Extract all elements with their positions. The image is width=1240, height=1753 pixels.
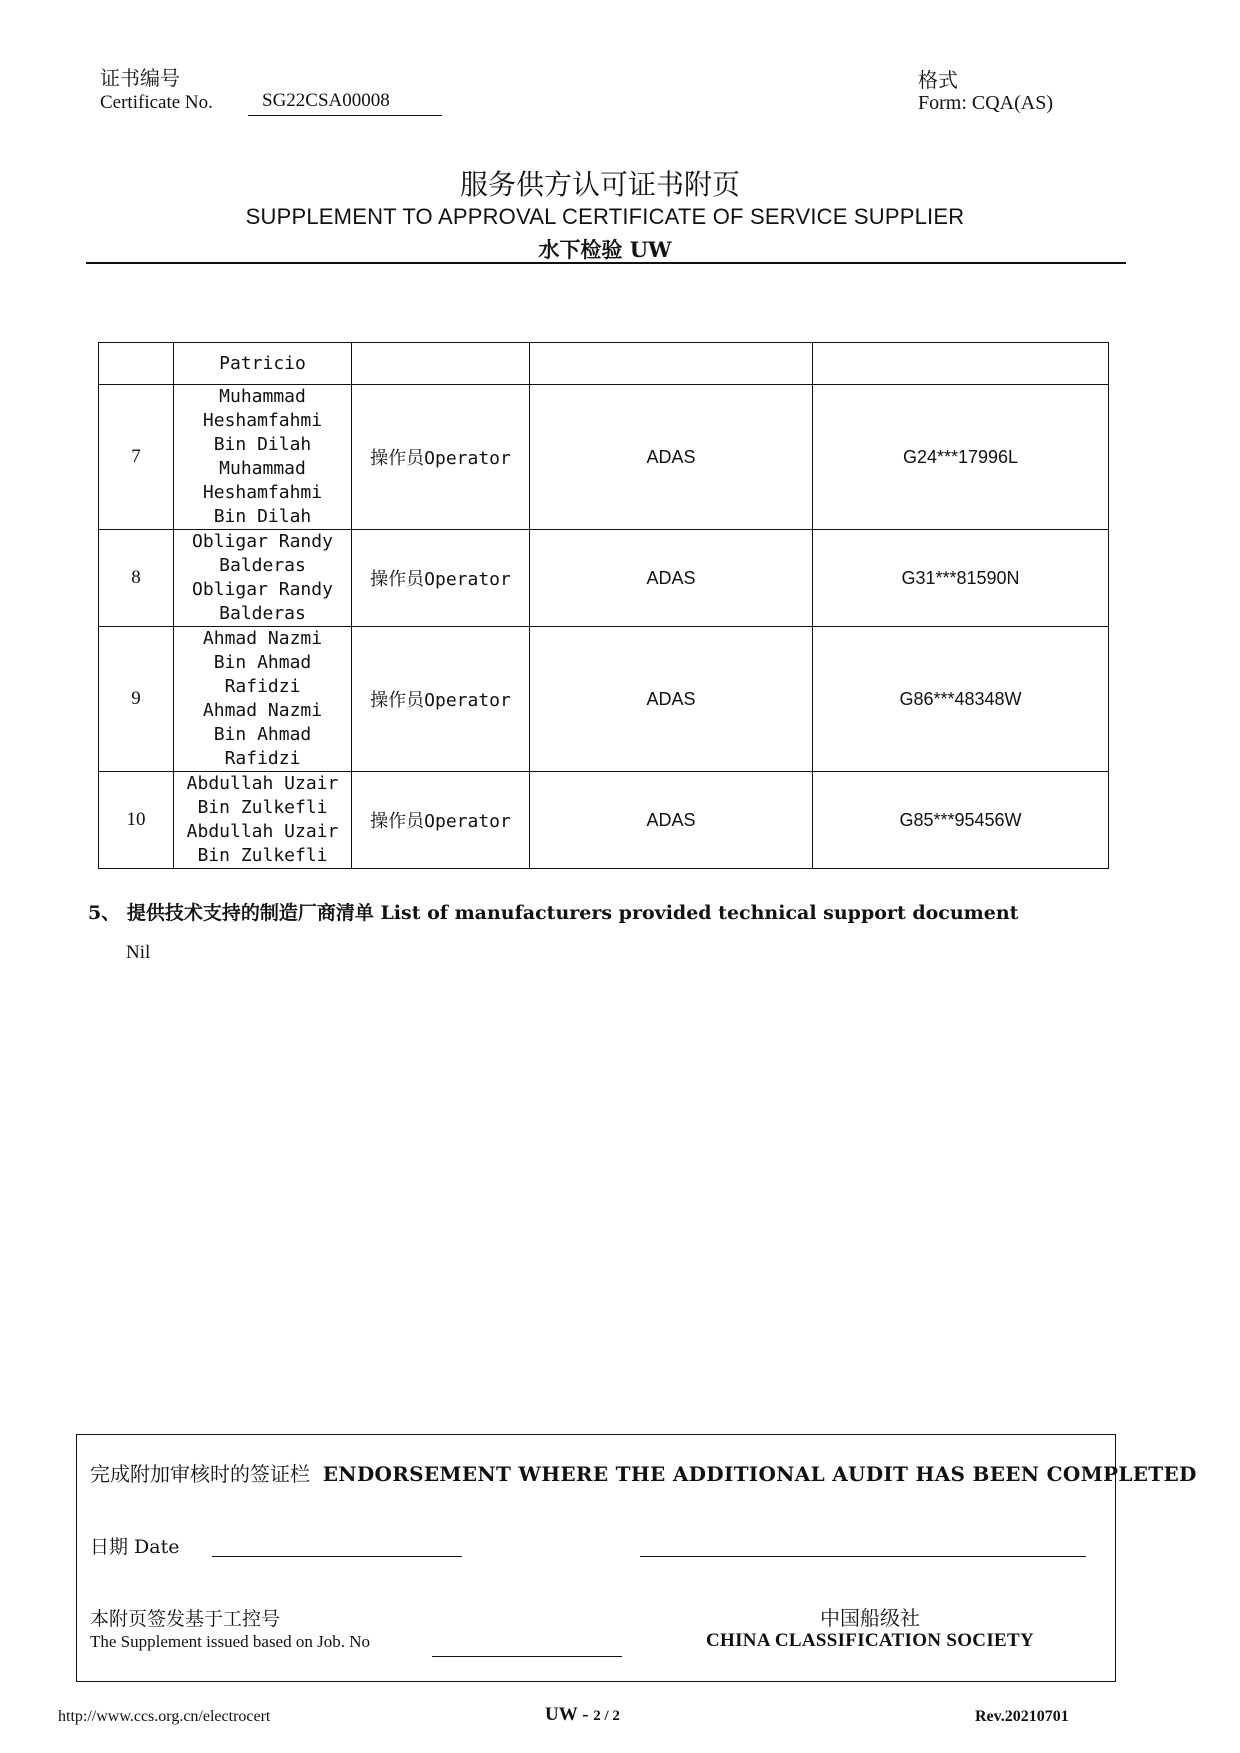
person-name-line: Patricio [219, 352, 306, 374]
person-name-line: Ahmad Nazmi [202, 700, 323, 721]
person-id-number: G85***95456W [813, 772, 1109, 869]
table-row [99, 772, 1109, 869]
person-name [174, 772, 352, 869]
person-name-line: Balderas [219, 603, 306, 624]
person-role: 操作员Operator [352, 385, 530, 530]
person-name-line: Bin Ahmad [213, 724, 312, 745]
person-role [352, 343, 530, 385]
page-title-cn: 服务供方认可证书附页 [459, 168, 740, 201]
person-name-line: Muhammad [219, 458, 306, 479]
person-name [174, 530, 352, 627]
table-row [99, 343, 1109, 385]
person-organization: ADAS [530, 627, 813, 772]
person-name-line: Rafidzi [224, 748, 301, 769]
personnel-table [98, 342, 1109, 869]
person-organization: ADAS [530, 385, 813, 530]
table-row [99, 530, 1109, 627]
person-name-line: Bin Dilah [213, 434, 312, 455]
job-no-label-en: The Supplement issued based on Job. No [90, 1632, 370, 1651]
person-name-line: Heshamfahmi [202, 482, 323, 503]
section-5-title: 5、 提供技术支持的制造厂商清单 List of manufacturers provided technical support document [88, 902, 1019, 924]
date-label: 日期 Date [90, 1536, 180, 1558]
row-number: 9 [99, 627, 174, 772]
row-number: 10 [99, 772, 174, 869]
person-name-line: Bin Zulkefli [197, 845, 328, 866]
person-name-line: Bin Ahmad [213, 652, 312, 673]
person-role: 操作员Operator [352, 772, 530, 869]
person-name-line: Obligar Randy [192, 579, 333, 600]
footer-page-prefix: UW - [545, 1704, 594, 1725]
certificate-label-en: Certificate No. [100, 92, 213, 113]
form-label-en: Form: CQA(AS) [918, 92, 1054, 114]
footer-url: http://www.ccs.org.cn/electrocert [58, 1708, 271, 1725]
person-name-line: Ahmad Nazmi [202, 628, 323, 649]
person-name-line: Bin Dilah [213, 506, 312, 527]
date-field-line [212, 1556, 462, 1557]
person-id-number [813, 343, 1109, 385]
person-name [174, 627, 352, 772]
signature-line [640, 1556, 1086, 1557]
page-subtitle: 水下检验 UW [538, 237, 672, 262]
person-name-line: Abdullah Uzair [186, 821, 339, 842]
society-name-en: CHINA CLASSIFICATION SOCIETY [706, 1630, 1034, 1651]
certificate-number: SG22CSA00008 [248, 90, 442, 116]
person-name-line: Rafidzi [224, 676, 301, 697]
footer-page-count: 2 / 2 [593, 1708, 620, 1724]
person-name-line: Obligar Randy [192, 531, 333, 552]
person-name-line: Bin Zulkefli [197, 797, 328, 818]
row-number: 8 [99, 530, 174, 627]
person-name [174, 343, 352, 385]
person-id-number: G24***17996L [813, 385, 1109, 530]
form-label-cn: 格式 [918, 68, 958, 92]
person-organization: ADAS [530, 772, 813, 869]
endorsement-title-en: ENDORSEMENT WHERE THE ADDITIONAL AUDIT HAS BEEN COMPLETED [322, 1462, 1197, 1486]
person-organization: ADAS [530, 530, 813, 627]
person-id-number: G86***48348W [813, 627, 1109, 772]
job-no-label-cn: 本附页签发基于工控号 [90, 1608, 281, 1630]
person-name-line: Balderas [219, 555, 306, 576]
person-name-line: Heshamfahmi [202, 410, 323, 431]
page-title-en: SUPPLEMENT TO APPROVAL CERTIFICATE OF SERVICE SUPPLIER [245, 204, 965, 229]
certificate-label-cn: 证书编号 [100, 66, 180, 90]
table-row [99, 627, 1109, 772]
person-organization [530, 343, 813, 385]
person-name-line: Muhammad [219, 386, 306, 407]
person-role: 操作员Operator [352, 530, 530, 627]
footer-page-number [545, 1704, 620, 1726]
footer-revision: Rev.20210701 [975, 1708, 1069, 1725]
person-name [174, 385, 352, 530]
table-row [99, 385, 1109, 530]
job-no-field-line [432, 1656, 622, 1657]
person-name-line: Abdullah Uzair [186, 773, 339, 794]
row-number: 7 [99, 385, 174, 530]
person-role: 操作员Operator [352, 627, 530, 772]
endorsement-title-cn: 完成附加审核时的签证栏 [90, 1462, 310, 1486]
person-id-number: G31***81590N [813, 530, 1109, 627]
endorsement-title [90, 1458, 1197, 1487]
row-number [99, 343, 174, 385]
society-name-cn: 中国船级社 [820, 1606, 920, 1630]
title-divider [86, 262, 1126, 264]
section-5-value: Nil [126, 942, 151, 963]
